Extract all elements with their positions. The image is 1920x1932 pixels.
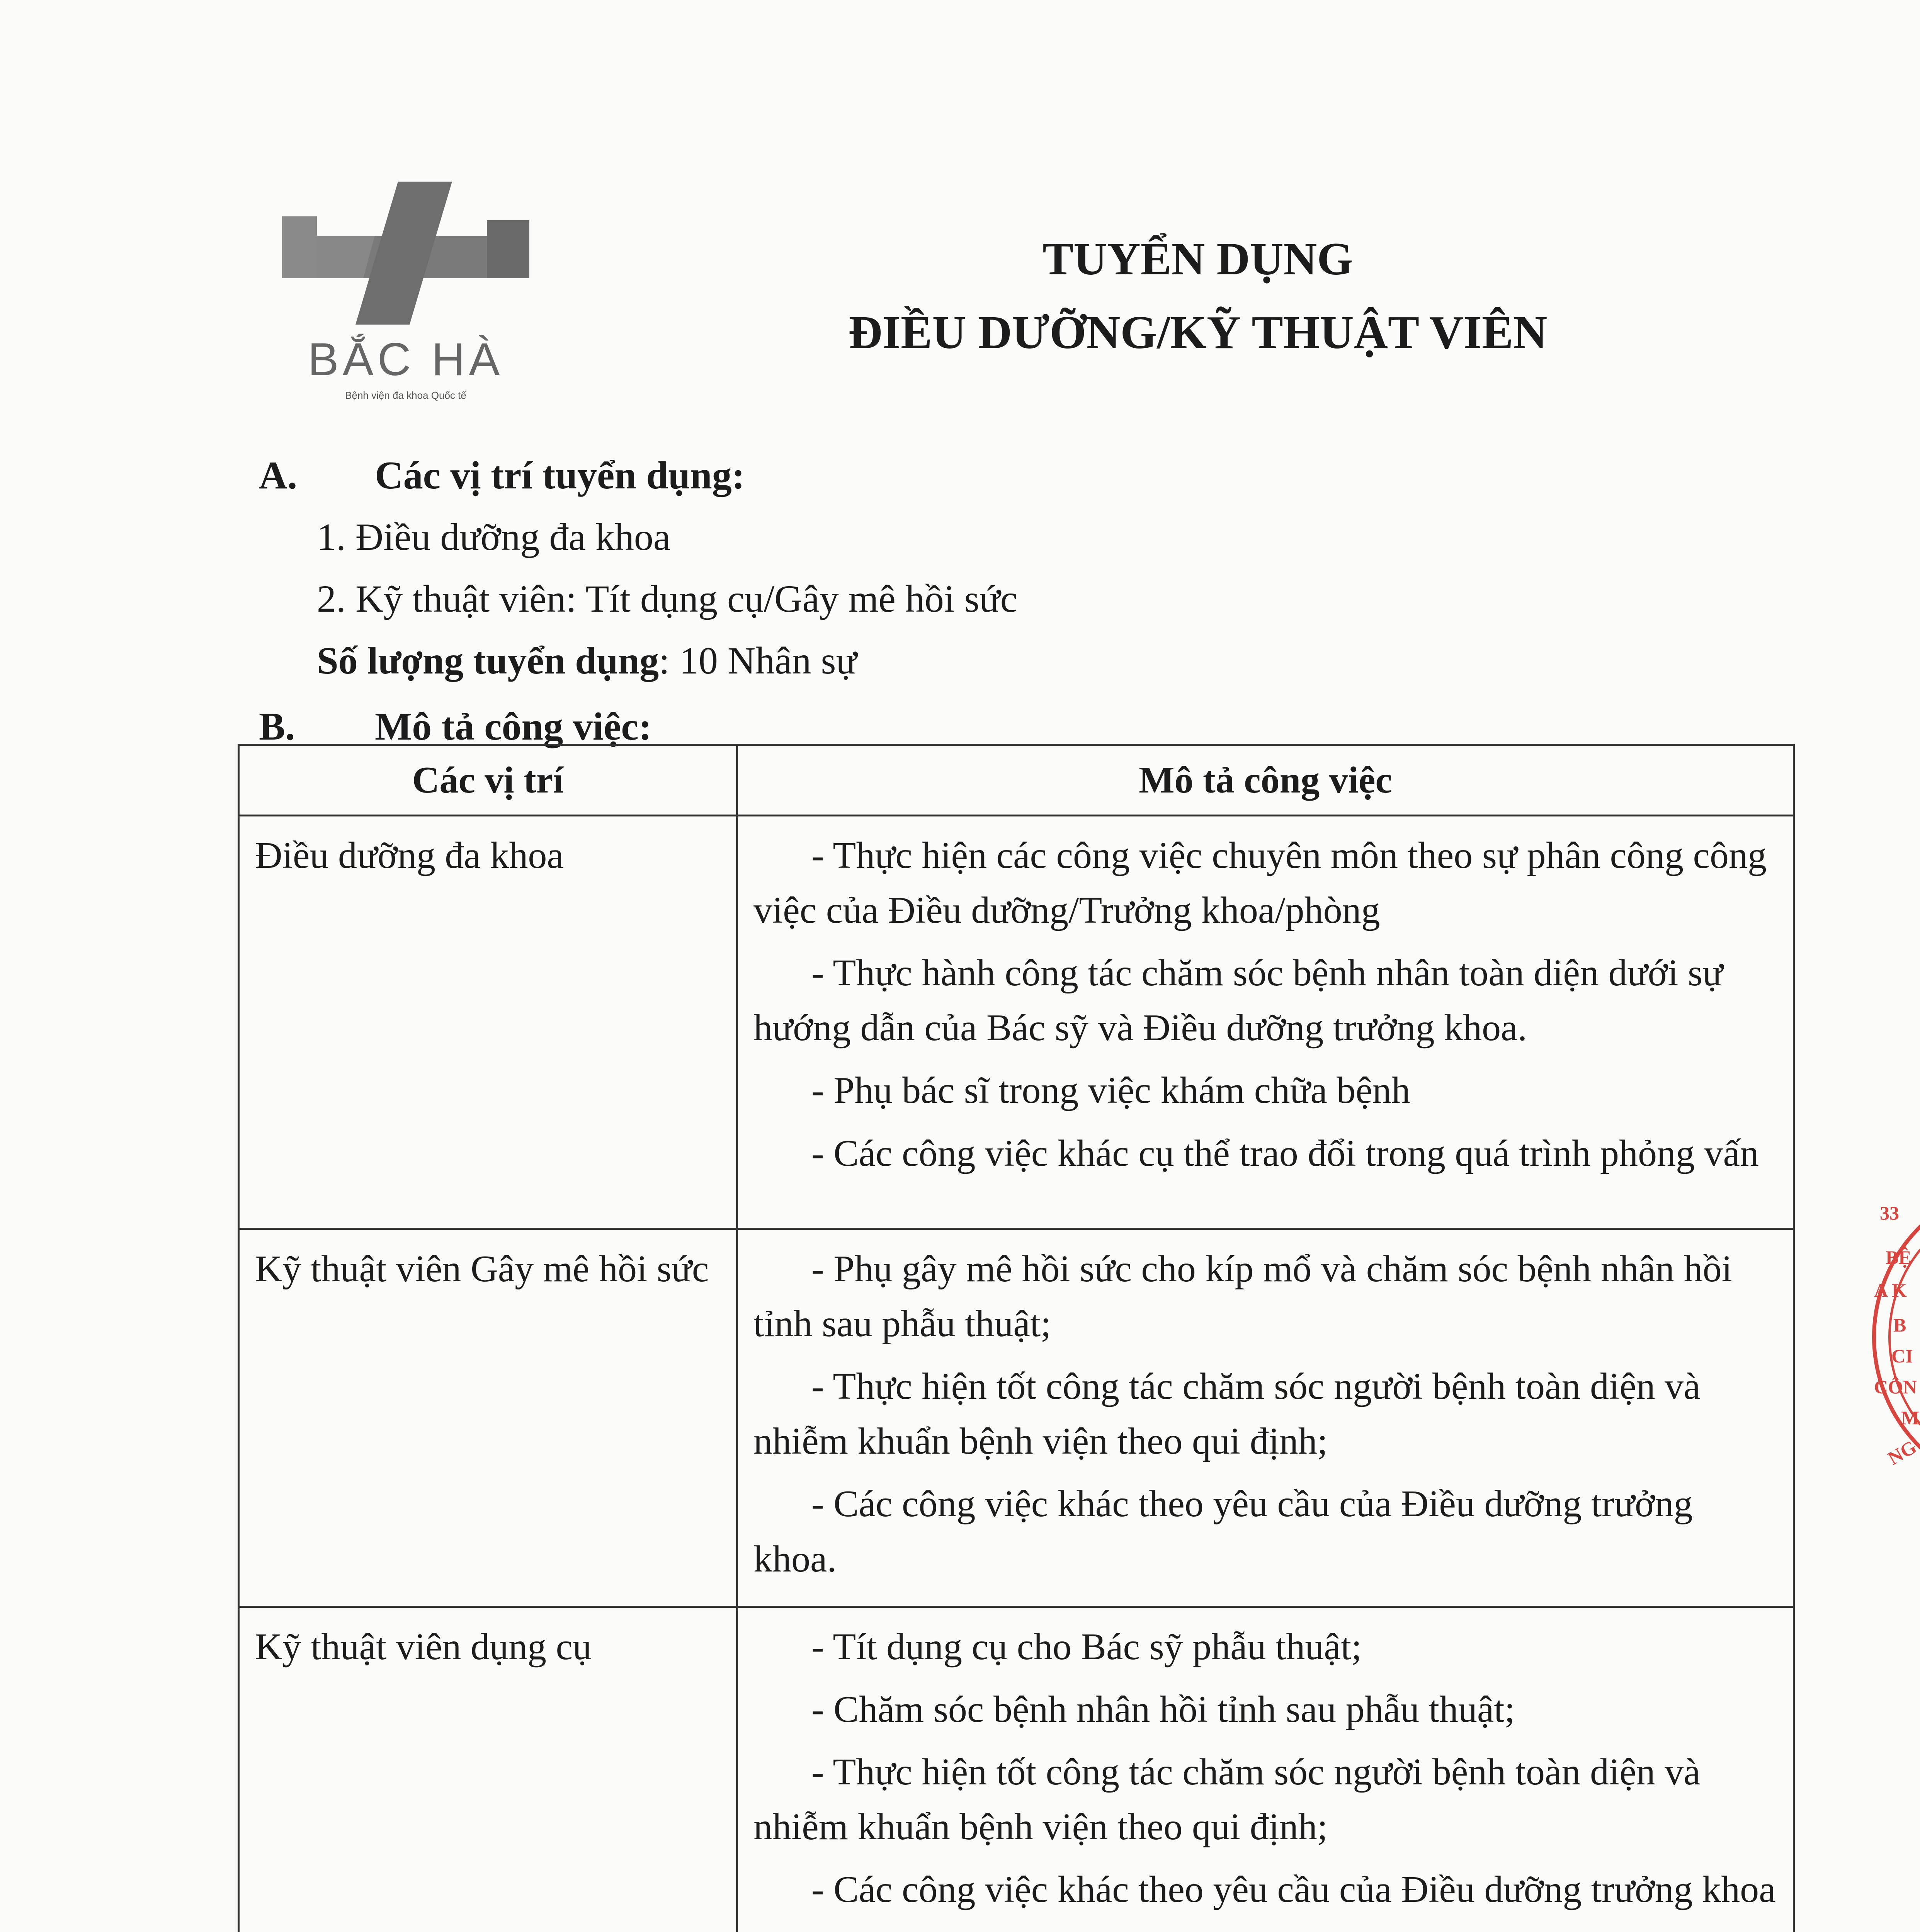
quantity-value: : 10 Nhân sự <box>659 639 857 682</box>
description-item: - Các công việc khác theo yêu cầu của Điều dưỡng trưởng khoa. <box>753 1483 1693 1580</box>
section-a-heading <box>259 456 1032 498</box>
hospital-logo <box>270 174 541 406</box>
description-item: - Các công việc khác theo yêu cầu của Điều dưỡng trưởng khoa <box>811 1869 1776 1911</box>
job-description-table <box>238 744 1795 1932</box>
description-item: - Thực hiện các công việc chuyên môn theo sự phân công công việc của Điều dưỡng/Trưởng khoa/phòng <box>753 835 1767 932</box>
description-cell <box>737 816 1794 1229</box>
section-title: Mô tả công việc: <box>375 705 652 748</box>
stamp-text: NG <box>1884 1436 1920 1469</box>
description-item: - Thực hiện tốt công tác chăm sóc người bệnh toàn diện và nhiễm khuẩn bệnh viện theo qui định; <box>753 1751 1701 1848</box>
position-cell: Kỹ thuật viên dụng cụ <box>239 1607 737 1932</box>
description-item: - Chăm sóc bệnh nhân hồi tỉnh sau phẫu thuật; <box>811 1688 1515 1730</box>
quantity-line <box>317 641 857 680</box>
document-title: TUYỂN DỤNG <box>1042 233 1353 284</box>
section-letter: B. <box>259 705 295 748</box>
position-item: 1. Điều dưỡng đa khoa <box>317 515 671 558</box>
stamp-text: B <box>1893 1314 1906 1336</box>
stamp-text: M <box>1901 1407 1920 1429</box>
stamp-text: BỆ <box>1886 1247 1911 1268</box>
description-item: - Phụ bác sĩ trong việc khám chữa bệnh <box>811 1070 1410 1112</box>
position-item: 2. Kỹ thuật viên: Tít dụng cụ/Gây mê hồi sức <box>317 577 1018 620</box>
description-item: - Các công việc khác cụ thể trao đổi trong quá trình phỏng vấn <box>811 1132 1759 1174</box>
table-row <box>239 1607 1794 1932</box>
position-cell: Kỹ thuật viên Gây mê hồi sức <box>239 1229 737 1607</box>
red-stamp <box>1866 1179 1920 1495</box>
quantity-label: Số lượng tuyển dụng <box>317 639 659 682</box>
section-b-heading <box>259 707 1032 750</box>
position-cell: Điều dưỡng đa khoa <box>239 816 737 1229</box>
table-header-row <box>239 745 1794 816</box>
description-item: - Thực hành công tác chăm sóc bệnh nhân toàn diện dưới sự hướng dẫn của Bác sỹ và Điều dưỡng trưởng khoa. <box>753 952 1723 1049</box>
table-row <box>239 816 1794 1229</box>
column-header: Các vị trí <box>239 745 737 816</box>
logo-name: BẮC HÀ <box>308 333 504 385</box>
stamp-text: 33 <box>1880 1202 1899 1224</box>
stamp-text: CI <box>1891 1345 1913 1367</box>
description-item: - Phụ gây mê hồi sức cho kíp mổ và chăm sóc bệnh nhân hồi tỉnh sau phẫu thuật; <box>753 1248 1732 1345</box>
stamp-text: CÔN <box>1874 1376 1917 1398</box>
document-subtitle: ĐIỀU DƯỠNG/KỸ THUẬT VIÊN <box>848 306 1548 359</box>
description-cell <box>737 1607 1794 1932</box>
description-cell <box>737 1229 1794 1607</box>
section-title: Các vị trí tuyển dụng: <box>375 454 745 497</box>
description-item: - Tít dụng cụ cho Bác sỹ phẫu thuật; <box>811 1626 1362 1668</box>
section-letter: A. <box>259 454 298 497</box>
stamp-text: A K <box>1874 1279 1907 1301</box>
description-item: - Thực hiện tốt công tác chăm sóc người bệnh toàn diện và nhiễm khuẩn bệnh viện theo qui định; <box>753 1366 1701 1463</box>
column-header: Mô tả công việc <box>737 745 1794 816</box>
table-row <box>239 1229 1794 1607</box>
cross-logo-icon <box>270 174 541 336</box>
logo-subtitle: Bệnh viện đa khoa Quốc tế <box>345 389 466 401</box>
